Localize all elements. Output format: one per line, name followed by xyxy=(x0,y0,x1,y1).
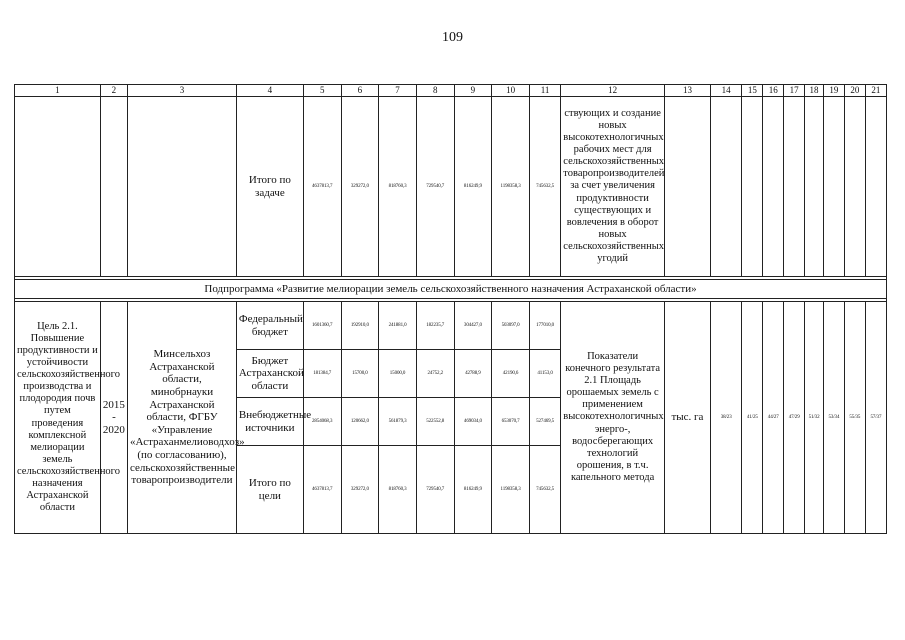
source-label: Бюджет Астраханской области xyxy=(236,350,303,398)
indicator-value: 44/27 xyxy=(763,302,784,534)
column-number: 18 xyxy=(805,85,824,97)
column-number: 11 xyxy=(529,85,560,97)
source-value: 42788,9 xyxy=(454,350,492,398)
indicator-value: 38/23 xyxy=(710,302,741,534)
source-value: 2854068,3 xyxy=(303,398,341,446)
source-value: 653070,7 xyxy=(492,398,530,446)
source-value: 1198358,3 xyxy=(492,446,530,534)
source-value: 527469,5 xyxy=(529,398,560,446)
column-number: 13 xyxy=(664,85,710,97)
task-total-value: 329272,0 xyxy=(341,97,379,277)
source-value: 329272,0 xyxy=(341,446,379,534)
source-value: 15000,0 xyxy=(379,350,417,398)
source-value: 522552,8 xyxy=(416,398,454,446)
source-value: 4637813,7 xyxy=(303,446,341,534)
indicator-value: 55/35 xyxy=(844,302,865,534)
column-number: 7 xyxy=(379,85,417,97)
source-value: 24752,2 xyxy=(416,350,454,398)
column-number: 6 xyxy=(341,85,379,97)
task-total-value: 1198358,3 xyxy=(492,97,530,277)
source-label: Федеральный бюджет xyxy=(236,302,303,350)
source-value: 41153,0 xyxy=(529,350,560,398)
column-number-row xyxy=(15,85,887,97)
goal-unit: тыс. га xyxy=(664,302,710,534)
column-number: 16 xyxy=(763,85,784,97)
column-number: 14 xyxy=(710,85,741,97)
task-indicator-text: ствующих и создание новых высокотехнологичных рабочих мест для сельскохозяйственных товаропроизводителей за счет увеличения продуктивности существующих и вовлечения в оборот новых сельскохозяйственных угодий xyxy=(561,97,665,277)
indicator-value: 41/25 xyxy=(742,302,763,534)
goal-executors: Минсельхоз Астраханской области, минобрнауки Астраханской области, ФГБУ «Управление «Астраханмелиоводхоз» (по согласованию), сельскохозяйственные товаропроизводители xyxy=(128,302,237,534)
column-number: 1 xyxy=(15,85,101,97)
subprogram-title: Подпрограмма «Развитие мелиорации земель сельскохозяйственного назначения Астраханской области» xyxy=(15,280,887,299)
source-value: 729540,7 xyxy=(416,446,454,534)
page-number: 109 xyxy=(442,30,463,45)
source-value: 177010,0 xyxy=(529,302,560,350)
indicator-value: 53/34 xyxy=(823,302,844,534)
task-total-value: 4637813,7 xyxy=(303,97,341,277)
column-number: 20 xyxy=(844,85,865,97)
column-number: 2 xyxy=(100,85,127,97)
task-total-label: Итого по задаче xyxy=(236,97,303,277)
source-label: Внебюджетные источники xyxy=(236,398,303,446)
source-label: Итого по цели xyxy=(236,446,303,534)
column-number: 19 xyxy=(823,85,844,97)
column-number: 4 xyxy=(236,85,303,97)
source-value: 241881,0 xyxy=(379,302,417,350)
source-value: 503097,0 xyxy=(492,302,530,350)
source-value: 818760,3 xyxy=(379,446,417,534)
source-value: 192910,0 xyxy=(341,302,379,350)
source-value: 304427,0 xyxy=(454,302,492,350)
column-number: 21 xyxy=(865,85,886,97)
source-value: 745632,5 xyxy=(529,446,560,534)
goal-indicator: Показатели конечного результата 2.1 Площадь орошаемых земель с применением высокотехнологичных энерго-, водосберегающих технологий орошения, в т.ч. капельного метода xyxy=(561,302,665,534)
source-value: 182235,7 xyxy=(416,302,454,350)
goal-text: Цель 2.1. Повышение продуктивности и устойчивости сельскохозяйственного производства и плодородия почв путем проведения комплексной мелиорации земель сельскохозяйственного назначения Астраханской области xyxy=(15,302,101,534)
program-table xyxy=(14,84,887,534)
source-value: 42190,6 xyxy=(492,350,530,398)
source-value: 816249,9 xyxy=(454,446,492,534)
task-total-value: 816249,9 xyxy=(454,97,492,277)
source-value: 469034,0 xyxy=(454,398,492,446)
task-total-value: 818760,3 xyxy=(379,97,417,277)
column-number: 8 xyxy=(416,85,454,97)
task-total-value: 729540,7 xyxy=(416,97,454,277)
column-number: 15 xyxy=(742,85,763,97)
indicator-value: 57/37 xyxy=(865,302,886,534)
source-row-federal xyxy=(15,302,887,350)
source-value: 181384,7 xyxy=(303,350,341,398)
column-number: 5 xyxy=(303,85,341,97)
indicator-value: 51/32 xyxy=(805,302,824,534)
column-number: 12 xyxy=(561,85,665,97)
column-number: 10 xyxy=(492,85,530,97)
column-number: 9 xyxy=(454,85,492,97)
task-total-value: 745632,5 xyxy=(529,97,560,277)
column-number: 17 xyxy=(784,85,805,97)
goal-period: 2015 - 2020 xyxy=(100,302,127,534)
source-value: 1601360,7 xyxy=(303,302,341,350)
indicator-value: 47/29 xyxy=(784,302,805,534)
source-value: 120662,0 xyxy=(341,398,379,446)
task-total-row xyxy=(15,97,887,277)
source-value: 561879,3 xyxy=(379,398,417,446)
subprogram-row xyxy=(15,280,887,299)
source-value: 15700,0 xyxy=(341,350,379,398)
column-number: 3 xyxy=(128,85,237,97)
